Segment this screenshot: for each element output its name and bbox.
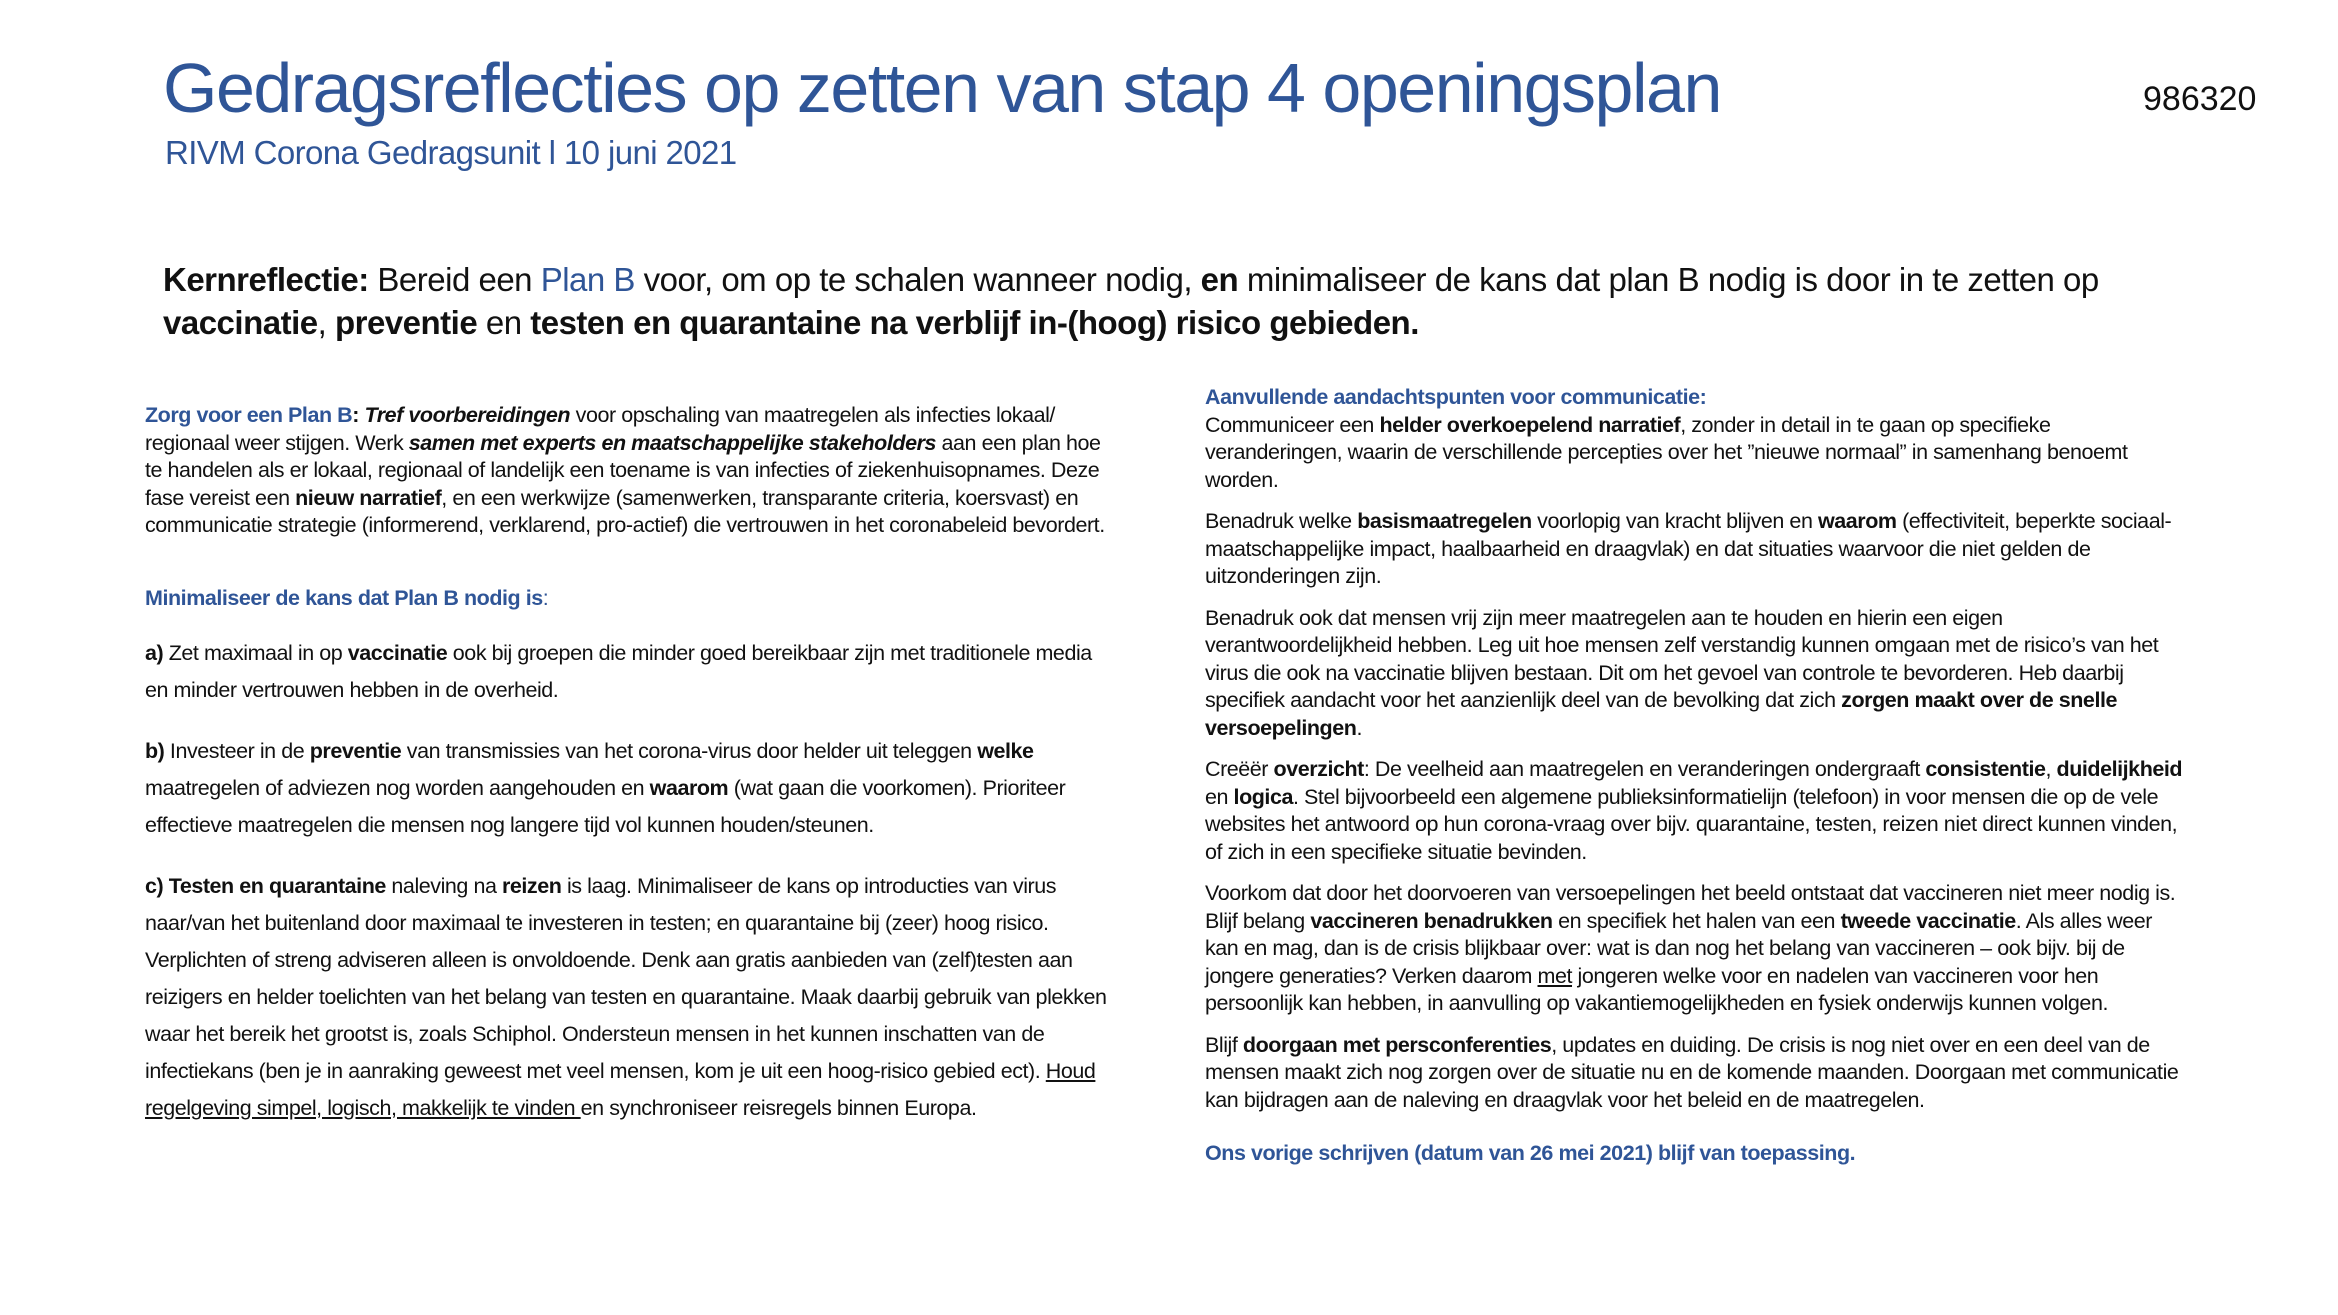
plan-b-paragraph	[145, 402, 1120, 540]
text-segment: logica	[1233, 784, 1293, 809]
text-segment: zorgen maakt over de snelle versoepelingen	[1205, 688, 2117, 740]
text-segment: vaccineren benadrukken	[1310, 908, 1553, 933]
text-segment: Zet maximaal in op	[163, 640, 348, 665]
paragraph-basismaatregelen	[1205, 508, 2190, 591]
text-segment: Aanvullende aandachtspunten voor communicatie:	[1205, 385, 1707, 409]
page-subtitle: RIVM Corona Gedragsunit l 10 juni 2021	[165, 134, 737, 171]
left-column	[145, 402, 1120, 1151]
text-segment: welke	[977, 738, 1034, 763]
text-segment: overzicht	[1273, 757, 1364, 781]
text-segment: minimaliseer de kans dat plan B nodig is door in te zetten op	[1238, 261, 2099, 298]
text-segment: duidelijkheid	[2056, 757, 2183, 781]
text-segment: Voorkom dat door het doorvoeren van versoepelingen het beeld ontstaat dat vaccineren niet meer nodig is. Blijf belang	[1205, 881, 2176, 933]
text-segment: waarom	[1817, 509, 1897, 533]
text-segment: helder overkoepelend narratief	[1379, 412, 1681, 437]
text-segment: testen en quarantaine na verblijf in-(hoog) risico gebieden.	[530, 304, 1419, 341]
text-segment: Kernreflectie:	[163, 261, 369, 298]
text-segment: en	[1200, 261, 1239, 298]
text-segment: preventie	[309, 738, 402, 763]
text-segment: , updates en duiding. De crisis is nog niet over en een deel van de mensen maakt zich nog zorgen over de situatie nu en de komende maanden. Doorgaan met communicatie kan bijdragen aan de naleving en draagvlak voor het beleid en de maatregelen.	[1205, 1032, 2179, 1112]
text-segment: en synchroniseer reisregels binnen Europa.	[580, 1095, 977, 1120]
text-segment: ,	[317, 304, 335, 341]
text-segment: consistentie	[1925, 757, 2046, 781]
text-segment: voorlopig van kracht blijven en	[1531, 509, 1818, 533]
text-segment: :	[352, 403, 365, 427]
text-segment: reizen	[501, 873, 562, 898]
text-segment: . Als alles weer kan en mag, dan is de crisis blijkbaar over: wat is dan nog het belang van vaccineren – ook bijv. bij de jongere generaties? Verken daarom	[1205, 908, 2152, 988]
text-segment: Creëër	[1205, 757, 1274, 781]
text-segment: preventie	[334, 304, 478, 341]
text-segment: , zonder in detail in te gaan op specifieke veranderingen, waarin de verschillende percepties over het ”nieuwe normaal” in samenhang benoemt worden.	[1205, 412, 2128, 492]
closing-note	[1205, 1140, 2190, 1168]
paragraph-persconferenties	[1205, 1032, 2190, 1115]
text-segment: voor, om op te schalen wanneer nodig,	[634, 261, 1201, 298]
item-c	[145, 868, 1120, 1127]
text-segment: .	[1356, 715, 1362, 740]
text-segment: aan een plan hoe te handelen als er lokaal, regionaal of landelijk een toename is van infecties of ziekenhuisopnames. Deze fase vereist een	[145, 430, 1101, 510]
text-segment: :	[542, 585, 549, 610]
text-segment: Houd regelgeving simpel, logisch, makkelijk te vinden	[145, 1058, 1096, 1120]
text-segment: Communiceer een	[1205, 412, 1380, 437]
paragraph-eigen-verantwoordelijkheid	[1205, 605, 2190, 743]
kernreflectie	[163, 258, 2163, 344]
text-segment: Bereid een	[368, 261, 541, 298]
page-title: Gedragsreflecties op zetten van stap 4 openingsplan	[163, 49, 1721, 127]
text-segment: c) Testen en quarantaine	[145, 873, 386, 898]
text-segment: van transmissies van het corona-virus door helder uit teleggen	[401, 738, 978, 763]
minimize-heading	[145, 580, 1120, 617]
text-segment: en	[477, 304, 531, 341]
text-segment: Minimaliseer de kans dat Plan B nodig is	[145, 585, 543, 610]
text-segment: Plan B	[540, 261, 635, 298]
text-segment: naleving na	[385, 873, 502, 898]
text-segment: . Stel bijvoorbeeld een algemene publieksinformatielijn (telefoon) in voor mensen die op de vele websites het antwoord op hun corona-vraag over bijv. quarantaine, testen, reizen niet direct kunnen vinden, of zich in een specifieke situatie bevinden.	[1205, 784, 2178, 864]
paragraph-overzicht	[1205, 756, 2190, 866]
text-segment: Blijf	[1205, 1032, 1243, 1057]
paragraph-vaccineren	[1205, 880, 2190, 1018]
text-segment: : De veelheid aan maatregelen en veranderingen ondergraaft	[1363, 757, 1926, 781]
text-segment: vaccinatie	[347, 640, 448, 665]
text-segment: vaccinatie	[163, 304, 318, 341]
text-segment: met	[1537, 963, 1573, 988]
text-segment: , en een werkwijze (samenwerken, transparante criteria, koersvast) en communicatie strategie (informerend, verklarend, pro-actief) die vertrouwen in het coronabeleid bevordert.	[145, 485, 1105, 537]
text-segment: b)	[145, 738, 165, 763]
text-segment: doorgaan met persconferenties	[1242, 1032, 1552, 1057]
communication-heading	[1205, 384, 2190, 412]
text-segment: Tref voorbereidingen	[364, 403, 571, 427]
text-segment: ,	[2045, 757, 2057, 781]
right-column	[1205, 384, 2190, 1182]
text-segment: voor opschaling van maatregelen als infecties lokaal/ regionaal weer stijgen. Werk	[145, 403, 1055, 455]
text-segment: ook bij groepen die minder goed bereikbaar zijn met traditionele media en minder vertrouwen hebben in de overheid.	[145, 640, 1092, 702]
text-segment: a)	[145, 640, 164, 665]
text-segment: Benadruk ook dat mensen vrij zijn meer maatregelen aan te houden en hierin een eigen verantwoordelijkheid hebben. Leg uit hoe mensen zelf verstandig kunnen omgaan met de risico’s van het virus die ook na vaccinatie blijven bestaan. Dit om het gevoel van controle te bevorderen. Heb daarbij specifiek aandacht voor het aanzienlijk deel van de bevolking dat zich	[1205, 605, 2159, 712]
text-segment: (wat gaan die voorkomen). Prioriteer effectieve maatregelen die mensen nog langere tijd vol kunnen houden/steunen.	[145, 775, 1066, 837]
text-segment: en	[1205, 784, 1234, 809]
text-segment: Benadruk welke	[1205, 509, 1358, 533]
text-segment: Ons vorige schrijven (datum van 26 mei 2021) blijf van toepassing.	[1205, 1141, 1856, 1165]
text-segment: samen met experts en maatschappelijke stakeholders	[408, 430, 936, 455]
text-segment: tweede vaccinatie	[1840, 908, 2016, 933]
paragraph-narratief	[1205, 412, 2190, 495]
text-segment: nieuw narratief	[295, 485, 442, 510]
text-segment: Investeer in de	[164, 738, 310, 763]
text-segment: waarom	[649, 775, 729, 800]
text-segment: jongeren welke voor en nadelen van vaccineren voor hen persoonlijk kan hebben, in aanvulling op vakantiemogelijkheden en fysiek onderwijs kunnen volgen.	[1205, 963, 2108, 1015]
item-b	[145, 733, 1120, 844]
text-segment: (effectiviteit, beperkte sociaal-maatschappelijke impact, haalbaarheid en draagvlak) en dat situaties waarvoor die niet gelden de uitzonderingen zijn.	[1205, 509, 2172, 588]
text-segment: basismaatregelen	[1357, 509, 1532, 533]
document-number: 986320	[2143, 80, 2257, 118]
text-segment: maatregelen of adviezen nog worden aangehouden en	[145, 775, 650, 800]
text-segment: Zorg voor een Plan B	[145, 403, 353, 427]
text-segment: is laag. Minimaliseer de kans op introducties van virus naar/van het buitenland door maximaal te investeren in testen; en quarantaine bij (zeer) hoog risico. Verplichten of streng adviseren alleen is onvoldoende. Denk aan gratis aanbieden van (zelf)testen aan reizigers en helder toelichten van het belang van testen en quarantaine. Maak daarbij gebruik van plekken waar het bereik het grootst is, zoals Schiphol. Ondersteun mensen in het kunnen inschatten van de infectiekans (ben je in aanraking geweest met veel mensen, kom je uit een hoog-risico gebied ect).	[145, 873, 1107, 1083]
text-segment: en specifiek het halen van een	[1552, 908, 1841, 933]
item-a	[145, 635, 1120, 709]
